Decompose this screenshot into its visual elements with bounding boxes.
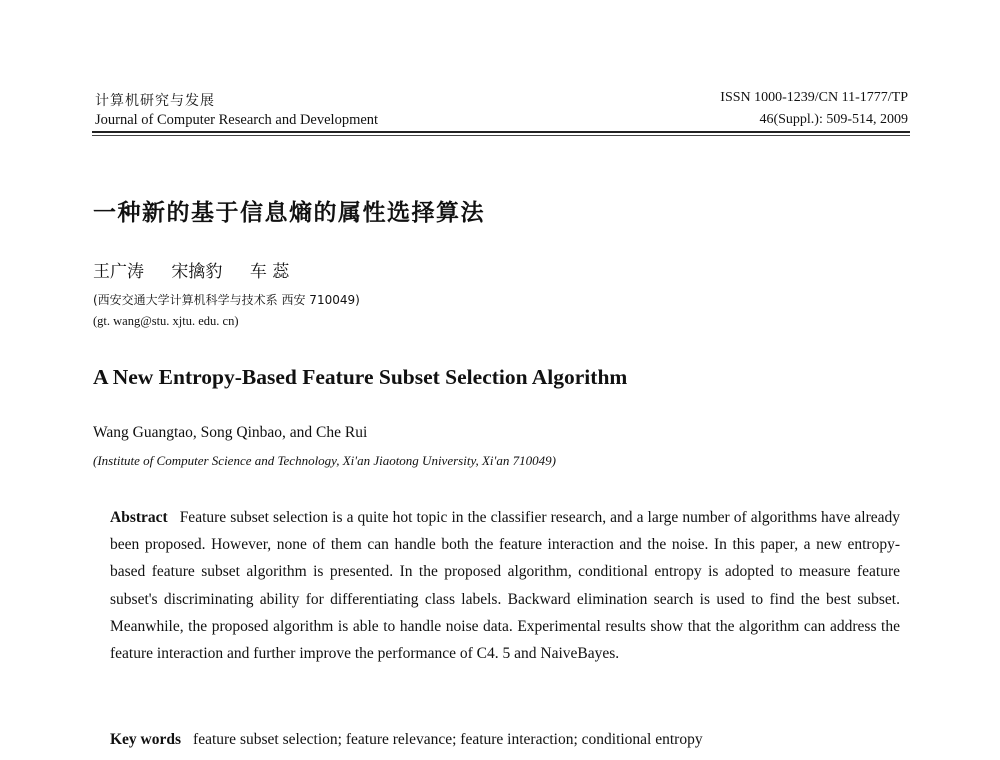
author-email: (gt. wang@stu. xjtu. edu. cn) — [93, 314, 239, 328]
author-cn: 王广涛 — [93, 262, 144, 282]
authors-en: Wang Guangtao, Song Qinbao, and Che Rui — [93, 424, 368, 441]
issn-line: ISSN 1000-1239/CN 11-1777/TP — [720, 90, 908, 105]
volume-pages: 46(Suppl.): 509-514, 2009 — [759, 112, 908, 127]
header-rule-thin — [92, 135, 910, 136]
keywords-text: feature subset selection; feature relevance; feature interaction; conditional entropy — [193, 731, 703, 748]
journal-title-cn: 计算机研究与发展 — [95, 93, 215, 109]
keywords-label: Key words — [110, 731, 182, 748]
author-cn: 车 蕊 — [249, 262, 290, 282]
authors-cn — [93, 257, 311, 282]
keywords — [110, 731, 703, 749]
journal-title-en: Journal of Computer Research and Development — [95, 112, 379, 128]
abstract-label: Abstract — [110, 509, 168, 526]
affiliation-en: (Institute of Computer Science and Technology, Xi'an Jiaotong University, Xi'an 710049) — [93, 453, 556, 468]
abstract-text: Feature subset selection is a quite hot topic in the classifier research, and a large number of algorithms have already been proposed. However, none of them can handle both the feature interaction and the noise. In this paper, a new entropy-based feature subset algorithm is presented. In the proposed algorithm, conditional entropy is adopted to measure feature subset's discriminating ability for differentiating class labels. Backward elimination search is used to find the best subset. Meanwhile, the proposed algorithm is able to handle noise data. Experimental results show that the algorithm can address the feature interaction and further improve the performance of C4. 5 and NaiveBayes. — [110, 509, 900, 663]
author-cn: 宋擒豹 — [171, 262, 223, 282]
abstract — [110, 504, 900, 667]
affiliation-cn: (西安交通大学计算机科学与技术系 西安 710049) — [93, 293, 360, 307]
header-rule-thick — [92, 131, 910, 133]
paper-title-en: A New Entropy-Based Feature Subset Selection Algorithm — [93, 365, 628, 389]
paper-title-cn: 一种新的基于信息熵的属性选择算法 — [93, 200, 485, 226]
